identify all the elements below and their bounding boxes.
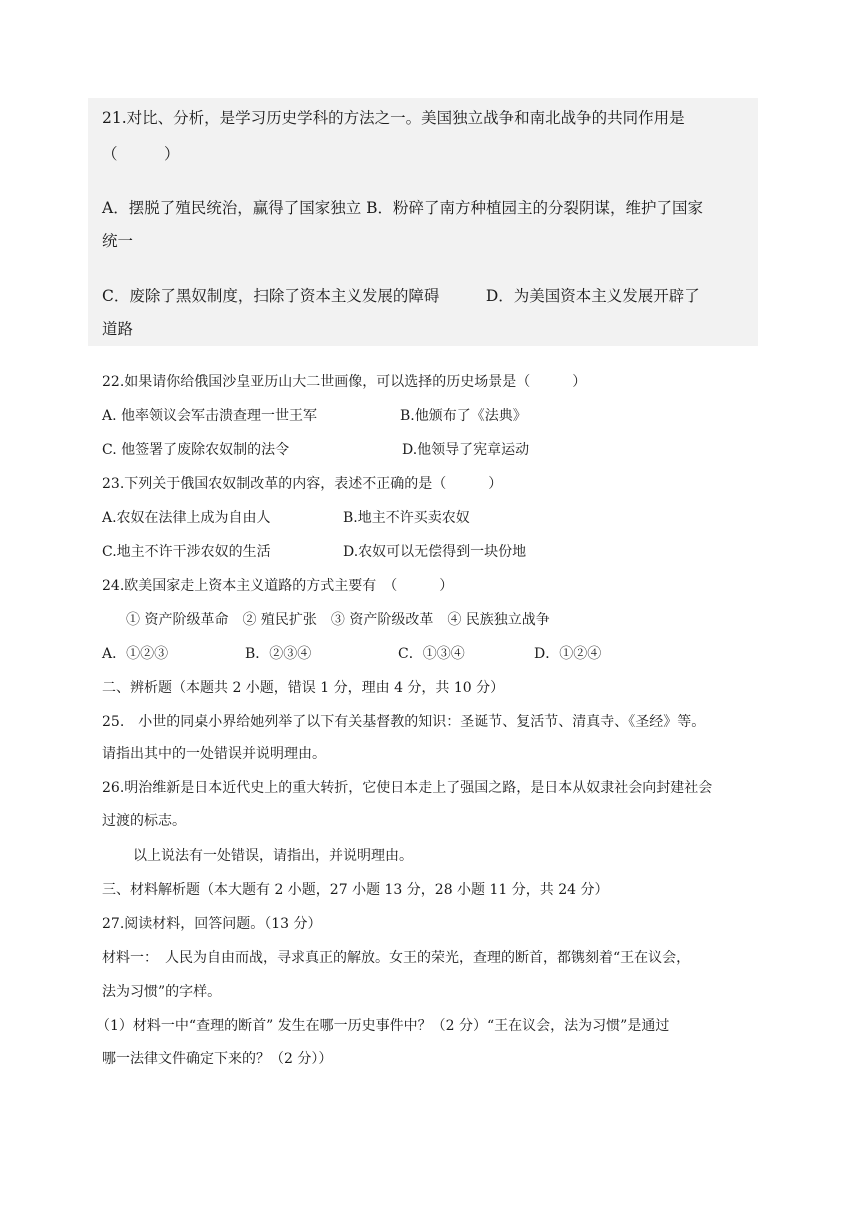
q22-option-b: B.他颁布了《法典》 <box>400 408 527 424</box>
q24-option-a: A．①②③ <box>102 646 169 662</box>
q21-options-line2: 统一 <box>102 232 134 250</box>
q27-material1-line2: 法为习惯”的字样。 <box>102 984 222 1000</box>
q24-option-c: C．①③④ <box>398 646 465 662</box>
q22-stem: 22.如果请你给俄国沙皇亚历山大二世画像，可以选择的历史场景是（ ） <box>102 374 587 390</box>
q21-stem-line1: 21.对比、分析，是学习历史学科的方法之一。美国独立战争和南北战争的共同作用是 <box>102 109 685 127</box>
q24-option-b: B．②③④ <box>245 646 312 662</box>
q25-line2: 请指出其中的一处错误并说明理由。 <box>102 746 326 762</box>
q24-option-d: D．①②④ <box>534 646 602 662</box>
q23-option-c: C.地主不许干涉农奴的生活 <box>102 544 271 560</box>
q21-options-line3: C．废除了黑奴制度，扫除了资本主义发展的障碍 D．为美国资本主义发展开辟了 <box>102 287 700 305</box>
q21-stem-line2: （ ） <box>102 145 180 163</box>
q21-options-line4: 道路 <box>102 320 134 338</box>
q26-line3: 以上说法有一处错误，请指出，并说明理由。 <box>133 848 413 864</box>
q23-stem: 23.下列关于俄国农奴制改革的内容，表述不正确的是（ ） <box>102 476 503 492</box>
q27-sub1-line1: （1）材料一中“查理的断首” 发生在哪一历史事件中？（2 分）“王在议会，法为习惯”是通过 <box>96 1018 670 1034</box>
q27-stem: 27.阅读材料，回答问题。（13 分） <box>102 916 322 932</box>
q21-shaded-block <box>88 98 758 346</box>
q23-option-a: A.农奴在法律上成为自由人 <box>102 510 271 526</box>
q24-items: ① 资产阶级革命 ② 殖民扩张 ③ 资产阶级改革 ④ 民族独立战争 <box>126 612 550 628</box>
q21-options-line1: A．摆脱了殖民统治，赢得了国家独立 B．粉碎了南方种植园主的分裂阴谋，维护了国家 <box>102 199 704 217</box>
q26-line2: 过渡的标志。 <box>102 813 186 829</box>
q23-option-d: D.农奴可以无偿得到一块份地 <box>343 544 527 560</box>
section3-heading: 三、材料解析题（本大题有 2 小题，27 小题 13 分，28 小题 11 分，共 24 分） <box>102 882 609 898</box>
q26-line1: 26.明治维新是日本近代史上的重大转折，它使日本走上了强国之路，是日本从奴隶社会向封建社会 <box>102 780 713 796</box>
q22-option-d: D.他领导了宪章运动 <box>402 442 530 458</box>
section2-heading: 二、辨析题（本题共 2 小题，错误 1 分，理由 4 分，共 10 分） <box>102 680 505 696</box>
q27-sub1-line2: 哪一法律文件确定下来的？（2 分）） <box>102 1051 333 1067</box>
q23-option-b: B.地主不许买卖农奴 <box>343 510 470 526</box>
q25-line1: 25. 小世的同桌小界给她列举了以下有关基督教的知识：圣诞节、复活节、清真寺、《圣经》等。 <box>102 714 706 730</box>
q22-option-c: C. 他签署了废除农奴制的法令 <box>102 442 290 458</box>
q27-material1-line1: 材料一： 人民为自由而战，寻求真正的解放。女王的荣光，查理的断首，都镌刻着“王在议会， <box>102 950 691 966</box>
q24-stem: 24.欧美国家走上资本主义道路的方式主要有 （ ） <box>102 578 454 594</box>
q22-option-a: A. 他率领议会军击溃查理一世王军 <box>102 408 318 424</box>
